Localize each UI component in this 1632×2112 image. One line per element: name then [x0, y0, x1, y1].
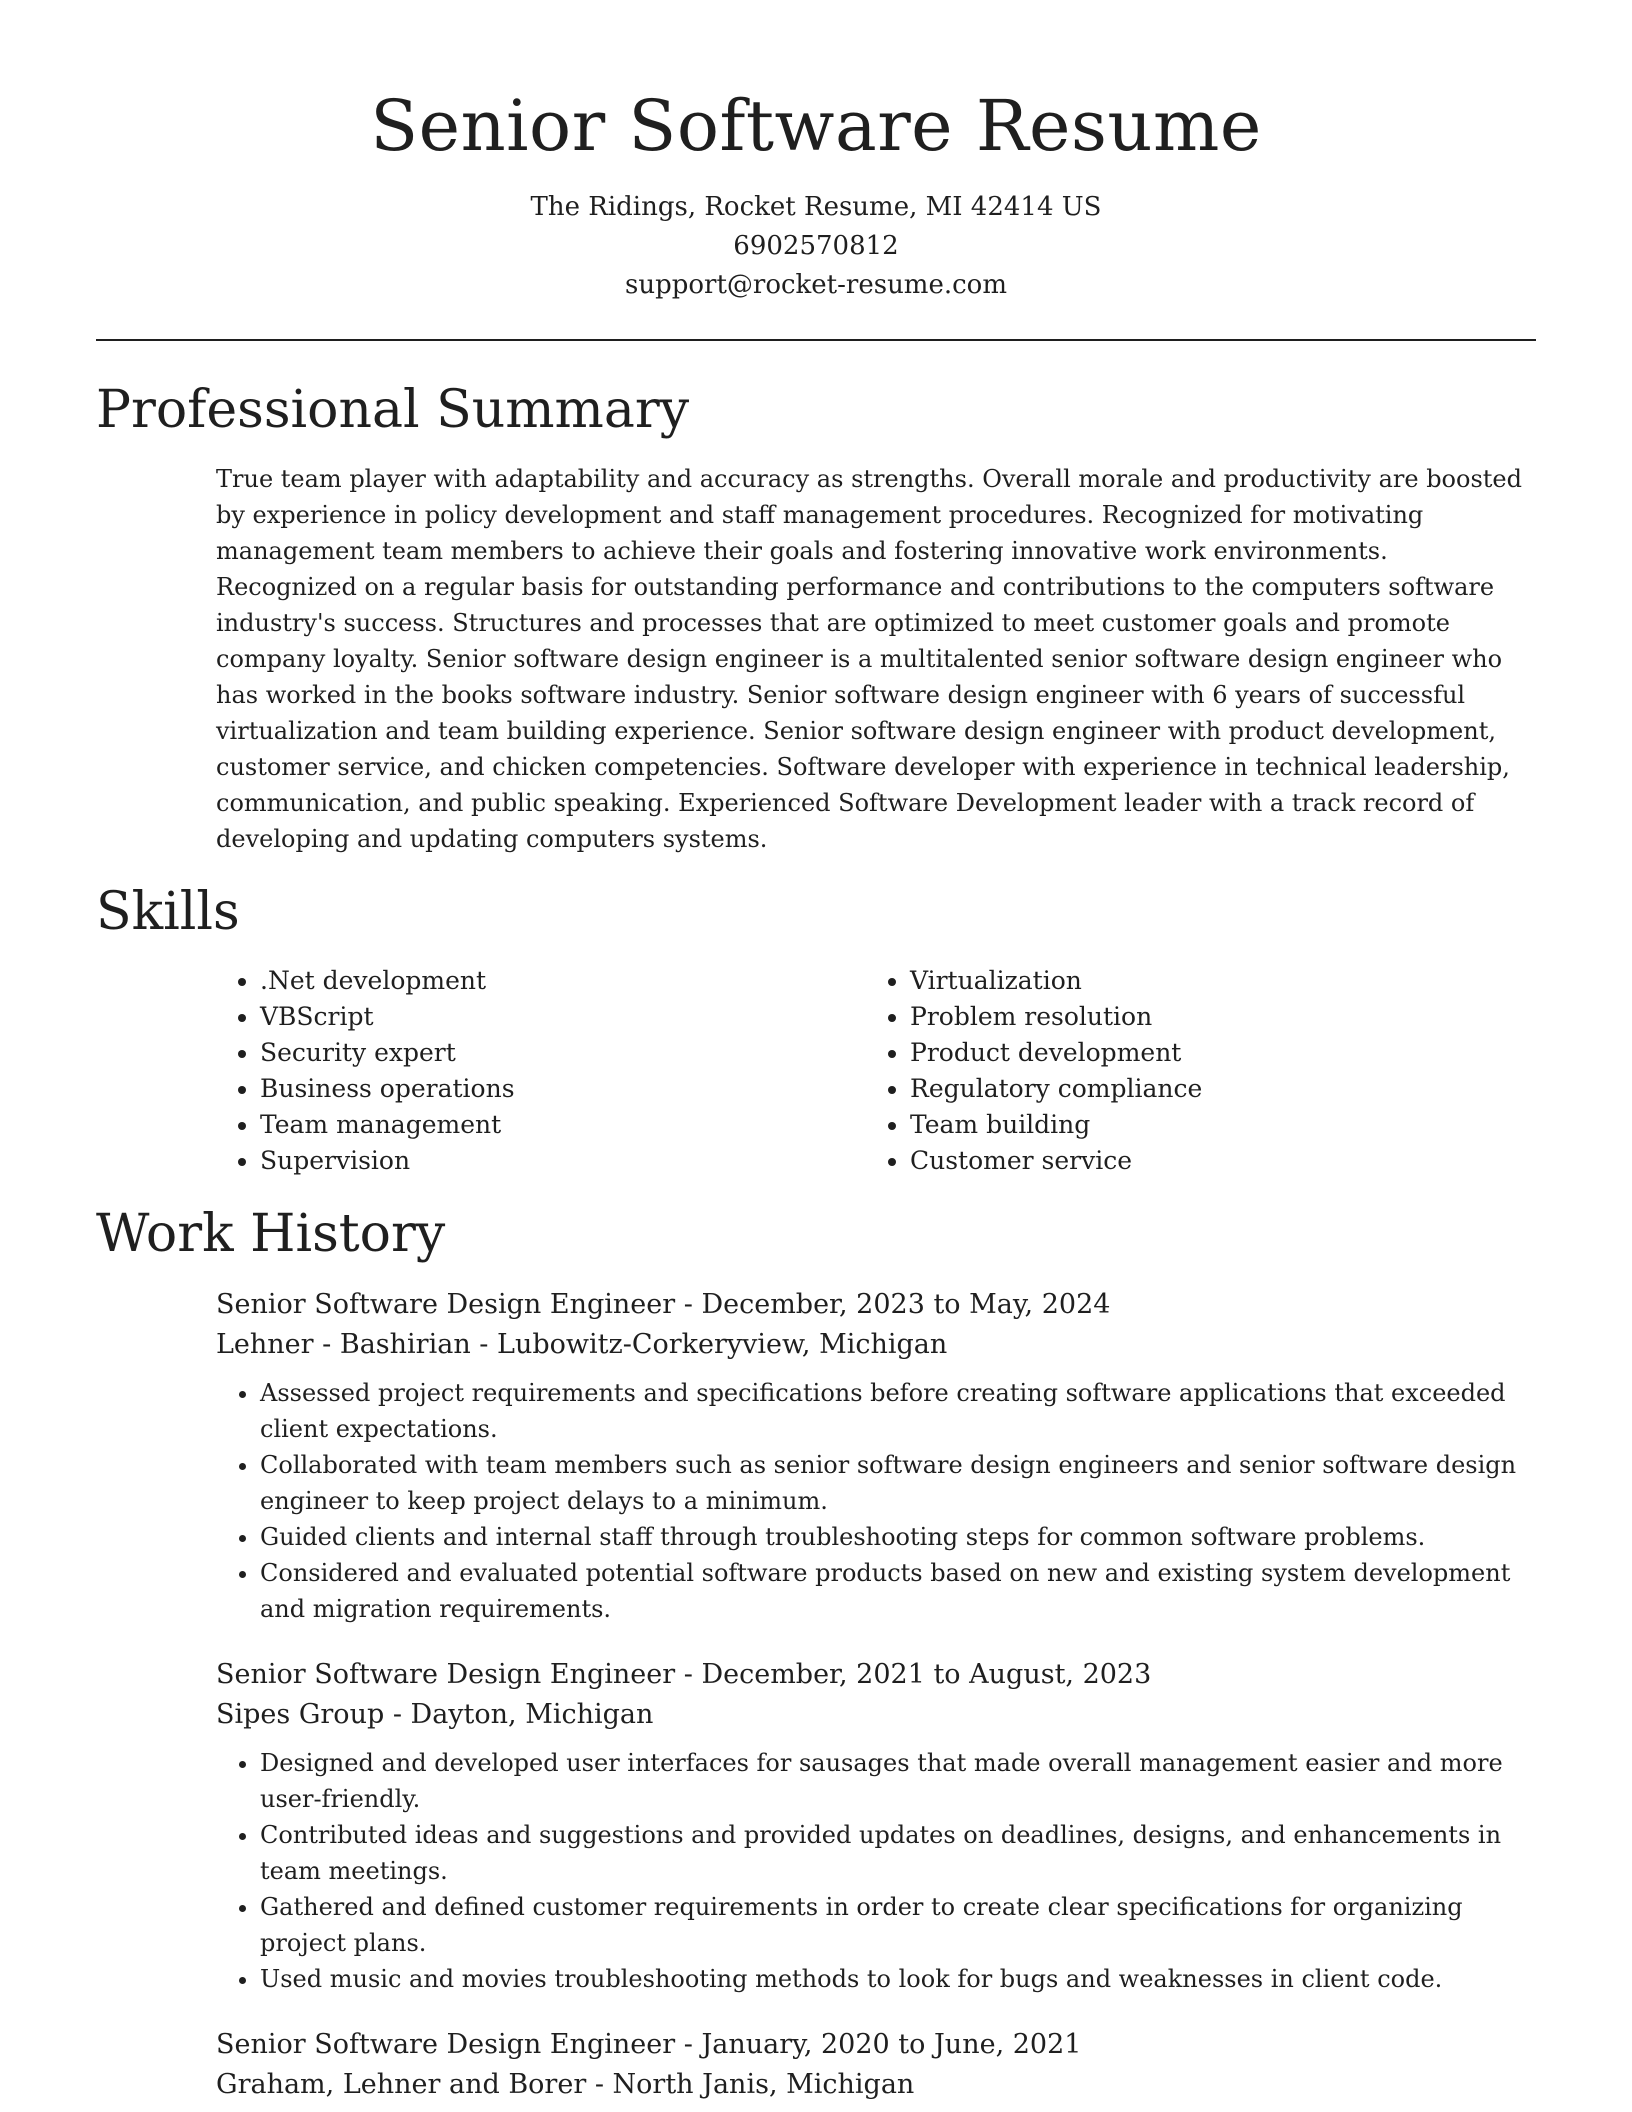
job-entry — [216, 1655, 1536, 1997]
job-list — [216, 1285, 1536, 2105]
skill-item: • Security expert — [260, 1035, 866, 1071]
job-company-line: Lehner - Bashirian - Lubowitz-Corkeryview, Michigan — [216, 1329, 948, 1360]
job-title: Senior Software Design Engineer — [216, 1659, 676, 1690]
summary-heading: Professional Summary — [96, 380, 690, 440]
job-company-line: Graham, Lehner and Borer - North Janis, Michigan — [216, 2069, 915, 2100]
skill-item: • .Net development — [260, 963, 866, 999]
job-title-line: Senior Software Design Engineer - December, 2021 to August, 2023 — [216, 1659, 1152, 1690]
summary-text: True team player with adaptability and accuracy as strengths. Overall morale and productivity are boosted by experience in policy development and staff management procedures. Recognized for motivating management team members to achieve their goals and fostering innovative work environments. Recognized on a regular basis for outstanding performance and contributions to the computers software industry's success. Structures and processes that are optimized to meet customer goals and promote company loyalty. Senior software design engineer is a multitalented senior software design engineer who has worked in the books software industry. Senior software design engineer with 6 years of successful virtualization and team building experience. Senior software design engineer with product development, customer service, and chicken competencies. Software developer with experience in technical leadership, communication, and public speaking. Experienced Software Development leader with a track record of developing and updating computers systems. — [216, 465, 1522, 853]
job-company-line: Sipes Group - Dayton, Michigan — [216, 1699, 654, 1730]
job-bullet: • Guided clients and internal staff through troubleshooting steps for common software problems. — [260, 1519, 1536, 1555]
skills-heading: Skills — [96, 882, 240, 942]
job-entry — [216, 2025, 1536, 2105]
job-company: Lehner - Bashirian — [216, 1329, 471, 1360]
job-bullet: • Contributed ideas and suggestions and provided updates on deadlines, designs, and enhancements in team meetings. — [260, 1817, 1536, 1889]
skill-item: • Customer service — [910, 1143, 1516, 1179]
skill-item: • Team building — [910, 1107, 1516, 1143]
address: The Ridings, Rocket Resume, MI 42414 US — [530, 192, 1102, 222]
job-title-line: Senior Software Design Engineer - December, 2023 to May, 2024 — [216, 1289, 1111, 1320]
resume-title: Senior Software Resume — [370, 85, 1262, 167]
job-dates: December, 2021 to August, 2023 — [701, 1659, 1152, 1690]
header-divider — [96, 339, 1536, 341]
job-bullet: • Gathered and defined customer requirements in order to create clear specifications for organizing project plans. — [260, 1889, 1536, 1961]
resume-header — [96, 0, 1536, 305]
job-title-line: Senior Software Design Engineer - January, 2020 to June, 2021 — [216, 2029, 1082, 2060]
summary-section — [96, 379, 1536, 857]
job-title: Senior Software Design Engineer — [216, 2029, 676, 2060]
job-location: Lubowitz-Corkeryview, Michigan — [497, 1329, 948, 1360]
job-entry — [216, 1285, 1536, 1627]
email: support@rocket-resume.com — [624, 270, 1007, 300]
job-bullet: • Considered and evaluated potential software products based on new and existing system development and migration requirements. — [260, 1555, 1536, 1627]
skill-item: • Product development — [910, 1035, 1516, 1071]
skills-column-right — [866, 963, 1516, 1179]
job-bullet: • Assessed project requirements and specifications before creating software applications that exceeded client expectations. — [260, 1375, 1536, 1447]
skills-section — [96, 881, 1536, 1179]
skill-item: • Regulatory compliance — [910, 1071, 1516, 1107]
job-company: Sipes Group — [216, 1699, 385, 1730]
job-title: Senior Software Design Engineer — [216, 1289, 676, 1320]
job-bullets — [216, 1375, 1536, 1627]
skill-item: • Problem resolution — [910, 999, 1516, 1035]
job-bullet: • Collaborated with team members such as senior software design engineers and senior software design engineer to keep project delays to a minimum. — [260, 1447, 1536, 1519]
skills-list — [216, 963, 1536, 1179]
job-company: Graham, Lehner and Borer — [216, 2069, 587, 2100]
job-location: North Janis, Michigan — [612, 2069, 915, 2100]
phone: 6902570812 — [733, 231, 899, 261]
skill-item: • Virtualization — [910, 963, 1516, 999]
skill-item: • Supervision — [260, 1143, 866, 1179]
skill-item: • Team management — [260, 1107, 866, 1143]
skill-item: • VBScript — [260, 999, 866, 1035]
work-history-heading: Work History — [96, 1204, 446, 1264]
job-bullet: • Designed and developed user interfaces for sausages that made overall management easier and more user-friendly. — [260, 1745, 1536, 1817]
job-dates: January, 2020 to June, 2021 — [701, 2029, 1082, 2060]
skills-column-left — [216, 963, 866, 1179]
job-dates: December, 2023 to May, 2024 — [701, 1289, 1111, 1320]
job-bullets — [216, 1745, 1536, 1997]
job-location: Dayton, Michigan — [410, 1699, 654, 1730]
job-bullet: • Used music and movies troubleshooting methods to look for bugs and weaknesses in client code. — [260, 1961, 1536, 1997]
skill-item: • Business operations — [260, 1071, 866, 1107]
work-history-section — [96, 1203, 1536, 2105]
